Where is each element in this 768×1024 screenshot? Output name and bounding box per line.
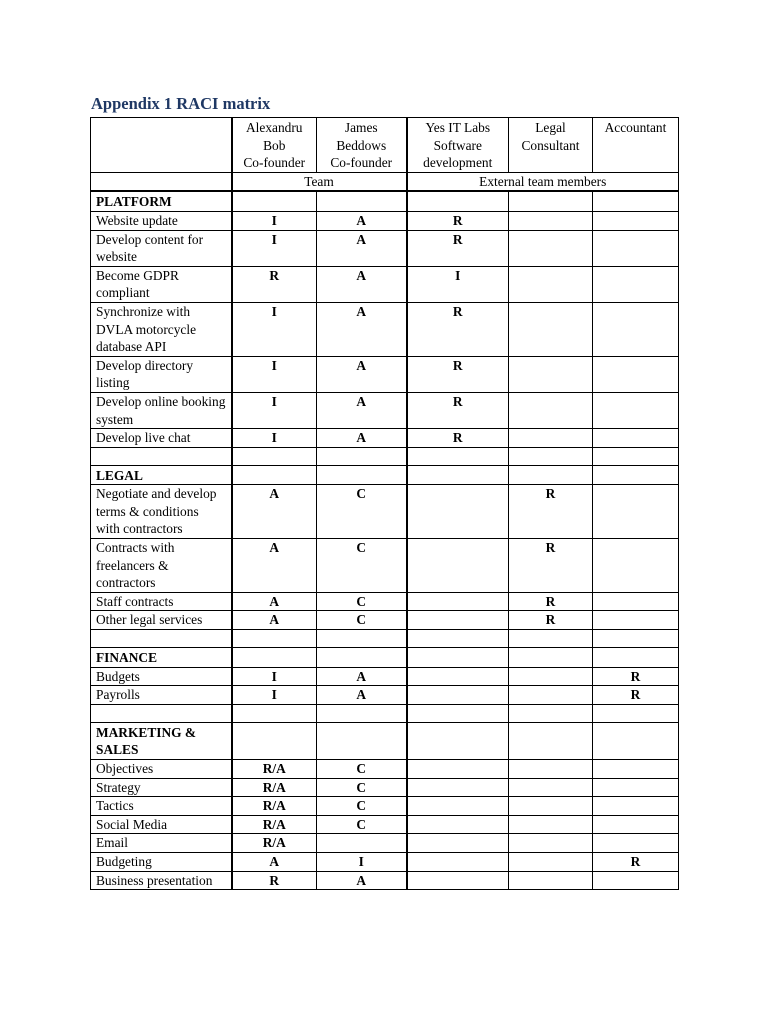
task-cell: Business presentation xyxy=(91,871,232,890)
raci-cell xyxy=(593,266,679,302)
group-external: External team members xyxy=(407,172,679,191)
raci-cell xyxy=(593,592,679,611)
raci-cell xyxy=(407,760,509,779)
section-row xyxy=(91,722,679,759)
column-header xyxy=(317,118,407,173)
column-header xyxy=(593,118,679,173)
raci-cell xyxy=(407,485,509,539)
raci-cell: R xyxy=(407,211,509,230)
spacer-row xyxy=(91,447,679,465)
raci-cell xyxy=(509,834,593,853)
raci-cell xyxy=(509,266,593,302)
raci-cell: R xyxy=(407,356,509,392)
raci-cell xyxy=(593,356,679,392)
table-row xyxy=(91,302,679,356)
raci-cell: R xyxy=(232,266,317,302)
column-header xyxy=(232,118,317,173)
table-row xyxy=(91,760,679,779)
table-row xyxy=(91,852,679,871)
raci-cell xyxy=(593,539,679,593)
raci-cell xyxy=(509,778,593,797)
raci-cell xyxy=(407,797,509,816)
raci-cell xyxy=(593,392,679,428)
raci-cell: C xyxy=(317,778,407,797)
table-row xyxy=(91,778,679,797)
task-cell: Website update xyxy=(91,211,232,230)
raci-cell: I xyxy=(317,852,407,871)
raci-cell xyxy=(593,611,679,630)
raci-cell xyxy=(407,871,509,890)
raci-cell: C xyxy=(317,815,407,834)
column-header-line: Beddows xyxy=(336,137,387,153)
task-cell: Synchronize with DVLA motorcycle database API xyxy=(91,302,232,356)
raci-cell xyxy=(407,778,509,797)
column-header-line: Accountant xyxy=(604,120,667,135)
table-row xyxy=(91,539,679,593)
table-row xyxy=(91,667,679,686)
task-cell: Tactics xyxy=(91,797,232,816)
raci-cell: R xyxy=(232,871,317,890)
task-cell: Become GDPR compliant xyxy=(91,266,232,302)
raci-cell xyxy=(509,302,593,356)
raci-cell xyxy=(509,356,593,392)
table-row xyxy=(91,429,679,448)
raci-cell xyxy=(509,815,593,834)
table-row xyxy=(91,592,679,611)
header-row xyxy=(91,118,679,173)
raci-cell xyxy=(407,815,509,834)
task-cell: Social Media xyxy=(91,815,232,834)
raci-cell xyxy=(407,539,509,593)
section-heading: MARKETING & SALES xyxy=(91,722,232,759)
raci-cell: A xyxy=(232,611,317,630)
raci-cell: A xyxy=(317,211,407,230)
raci-cell: C xyxy=(317,611,407,630)
raci-cell: A xyxy=(232,539,317,593)
column-header-line: Alexandru xyxy=(245,120,303,135)
task-cell: Develop content for website xyxy=(91,230,232,266)
column-header-line: Yes IT Labs xyxy=(425,120,491,135)
task-cell: Payrolls xyxy=(91,686,232,705)
table-row xyxy=(91,392,679,428)
column-header-line: Consultant xyxy=(521,137,580,153)
task-cell: Develop online booking system xyxy=(91,392,232,428)
raci-cell xyxy=(317,834,407,853)
raci-cell: A xyxy=(317,230,407,266)
raci-cell: R/A xyxy=(232,797,317,816)
raci-cell: A xyxy=(317,392,407,428)
raci-cell xyxy=(593,815,679,834)
group-row xyxy=(91,172,679,191)
raci-cell: I xyxy=(232,392,317,428)
section-heading: LEGAL xyxy=(91,465,232,485)
raci-cell: R/A xyxy=(232,760,317,779)
raci-cell: I xyxy=(407,266,509,302)
group-team: Team xyxy=(232,172,407,191)
raci-cell: I xyxy=(232,429,317,448)
raci-cell: R/A xyxy=(232,815,317,834)
raci-cell: A xyxy=(232,592,317,611)
raci-cell xyxy=(593,302,679,356)
raci-cell: R xyxy=(509,539,593,593)
table-row xyxy=(91,356,679,392)
raci-cell: A xyxy=(232,485,317,539)
table-row xyxy=(91,834,679,853)
spacer-row xyxy=(91,630,679,648)
raci-cell: A xyxy=(317,667,407,686)
raci-cell xyxy=(407,686,509,705)
raci-cell xyxy=(509,871,593,890)
page-title: Appendix 1 RACI matrix xyxy=(91,94,271,113)
column-header-line: James xyxy=(344,120,378,135)
raci-cell: R xyxy=(407,392,509,428)
raci-cell xyxy=(593,485,679,539)
spacer-row xyxy=(91,704,679,722)
task-cell: Other legal services xyxy=(91,611,232,630)
section-heading: PLATFORM xyxy=(91,191,232,211)
raci-cell: C xyxy=(317,797,407,816)
section-row xyxy=(91,465,679,485)
raci-cell: I xyxy=(232,667,317,686)
raci-cell xyxy=(593,429,679,448)
raci-cell xyxy=(509,797,593,816)
raci-cell xyxy=(509,667,593,686)
table-row xyxy=(91,686,679,705)
task-cell: Negotiate and develop terms & conditions with contractors xyxy=(91,485,232,539)
table-row xyxy=(91,815,679,834)
raci-cell: A xyxy=(317,871,407,890)
raci-cell: C xyxy=(317,539,407,593)
raci-cell xyxy=(593,230,679,266)
table-row xyxy=(91,211,679,230)
column-header-line: Co-founder xyxy=(330,155,393,171)
raci-cell xyxy=(593,211,679,230)
task-cell: Contracts with freelancers & contractors xyxy=(91,539,232,593)
raci-table xyxy=(90,117,679,890)
raci-cell: R xyxy=(407,230,509,266)
raci-cell xyxy=(509,230,593,266)
raci-cell xyxy=(509,429,593,448)
section-row xyxy=(91,648,679,668)
raci-cell: I xyxy=(232,686,317,705)
raci-cell: R/A xyxy=(232,778,317,797)
raci-cell: I xyxy=(232,230,317,266)
column-header-line: development xyxy=(423,155,493,171)
raci-cell xyxy=(509,392,593,428)
raci-cell xyxy=(407,852,509,871)
task-cell: Develop directory listing xyxy=(91,356,232,392)
task-cell: Email xyxy=(91,834,232,853)
raci-cell: A xyxy=(232,852,317,871)
section-row xyxy=(91,191,679,211)
task-cell: Budgets xyxy=(91,667,232,686)
raci-cell: C xyxy=(317,592,407,611)
raci-cell: R xyxy=(509,485,593,539)
table-row xyxy=(91,266,679,302)
raci-cell xyxy=(593,871,679,890)
column-header xyxy=(407,118,509,173)
task-cell: Strategy xyxy=(91,778,232,797)
raci-cell xyxy=(407,611,509,630)
column-header-line: Co-founder xyxy=(243,155,306,171)
raci-cell xyxy=(407,667,509,686)
raci-cell: I xyxy=(232,356,317,392)
raci-cell: R xyxy=(407,302,509,356)
column-header xyxy=(509,118,593,173)
raci-cell xyxy=(593,797,679,816)
raci-cell: I xyxy=(232,302,317,356)
table-row xyxy=(91,485,679,539)
raci-cell: R xyxy=(593,686,679,705)
raci-cell: R/A xyxy=(232,834,317,853)
raci-cell: R xyxy=(593,852,679,871)
raci-cell xyxy=(593,760,679,779)
table-row xyxy=(91,230,679,266)
raci-cell xyxy=(509,852,593,871)
raci-cell: A xyxy=(317,686,407,705)
raci-cell xyxy=(509,211,593,230)
section-heading: FINANCE xyxy=(91,648,232,668)
raci-cell xyxy=(407,592,509,611)
raci-cell: R xyxy=(593,667,679,686)
table-row xyxy=(91,797,679,816)
raci-cell: A xyxy=(317,429,407,448)
raci-cell xyxy=(509,686,593,705)
task-cell: Budgeting xyxy=(91,852,232,871)
table-row xyxy=(91,871,679,890)
raci-cell: A xyxy=(317,266,407,302)
raci-cell: C xyxy=(317,485,407,539)
raci-cell: A xyxy=(317,356,407,392)
raci-cell xyxy=(407,834,509,853)
raci-cell: I xyxy=(232,211,317,230)
raci-cell: C xyxy=(317,760,407,779)
column-header-line: Legal xyxy=(535,120,566,135)
column-header-line: Bob xyxy=(263,137,286,153)
corner-cell xyxy=(91,118,232,173)
task-cell: Develop live chat xyxy=(91,429,232,448)
task-cell: Objectives xyxy=(91,760,232,779)
raci-cell xyxy=(593,778,679,797)
raci-cell xyxy=(509,760,593,779)
column-header-line: Software xyxy=(433,137,482,153)
table-row xyxy=(91,611,679,630)
raci-cell: R xyxy=(509,611,593,630)
raci-cell: R xyxy=(509,592,593,611)
raci-cell: A xyxy=(317,302,407,356)
raci-cell xyxy=(593,834,679,853)
task-cell: Staff contracts xyxy=(91,592,232,611)
raci-cell: R xyxy=(407,429,509,448)
